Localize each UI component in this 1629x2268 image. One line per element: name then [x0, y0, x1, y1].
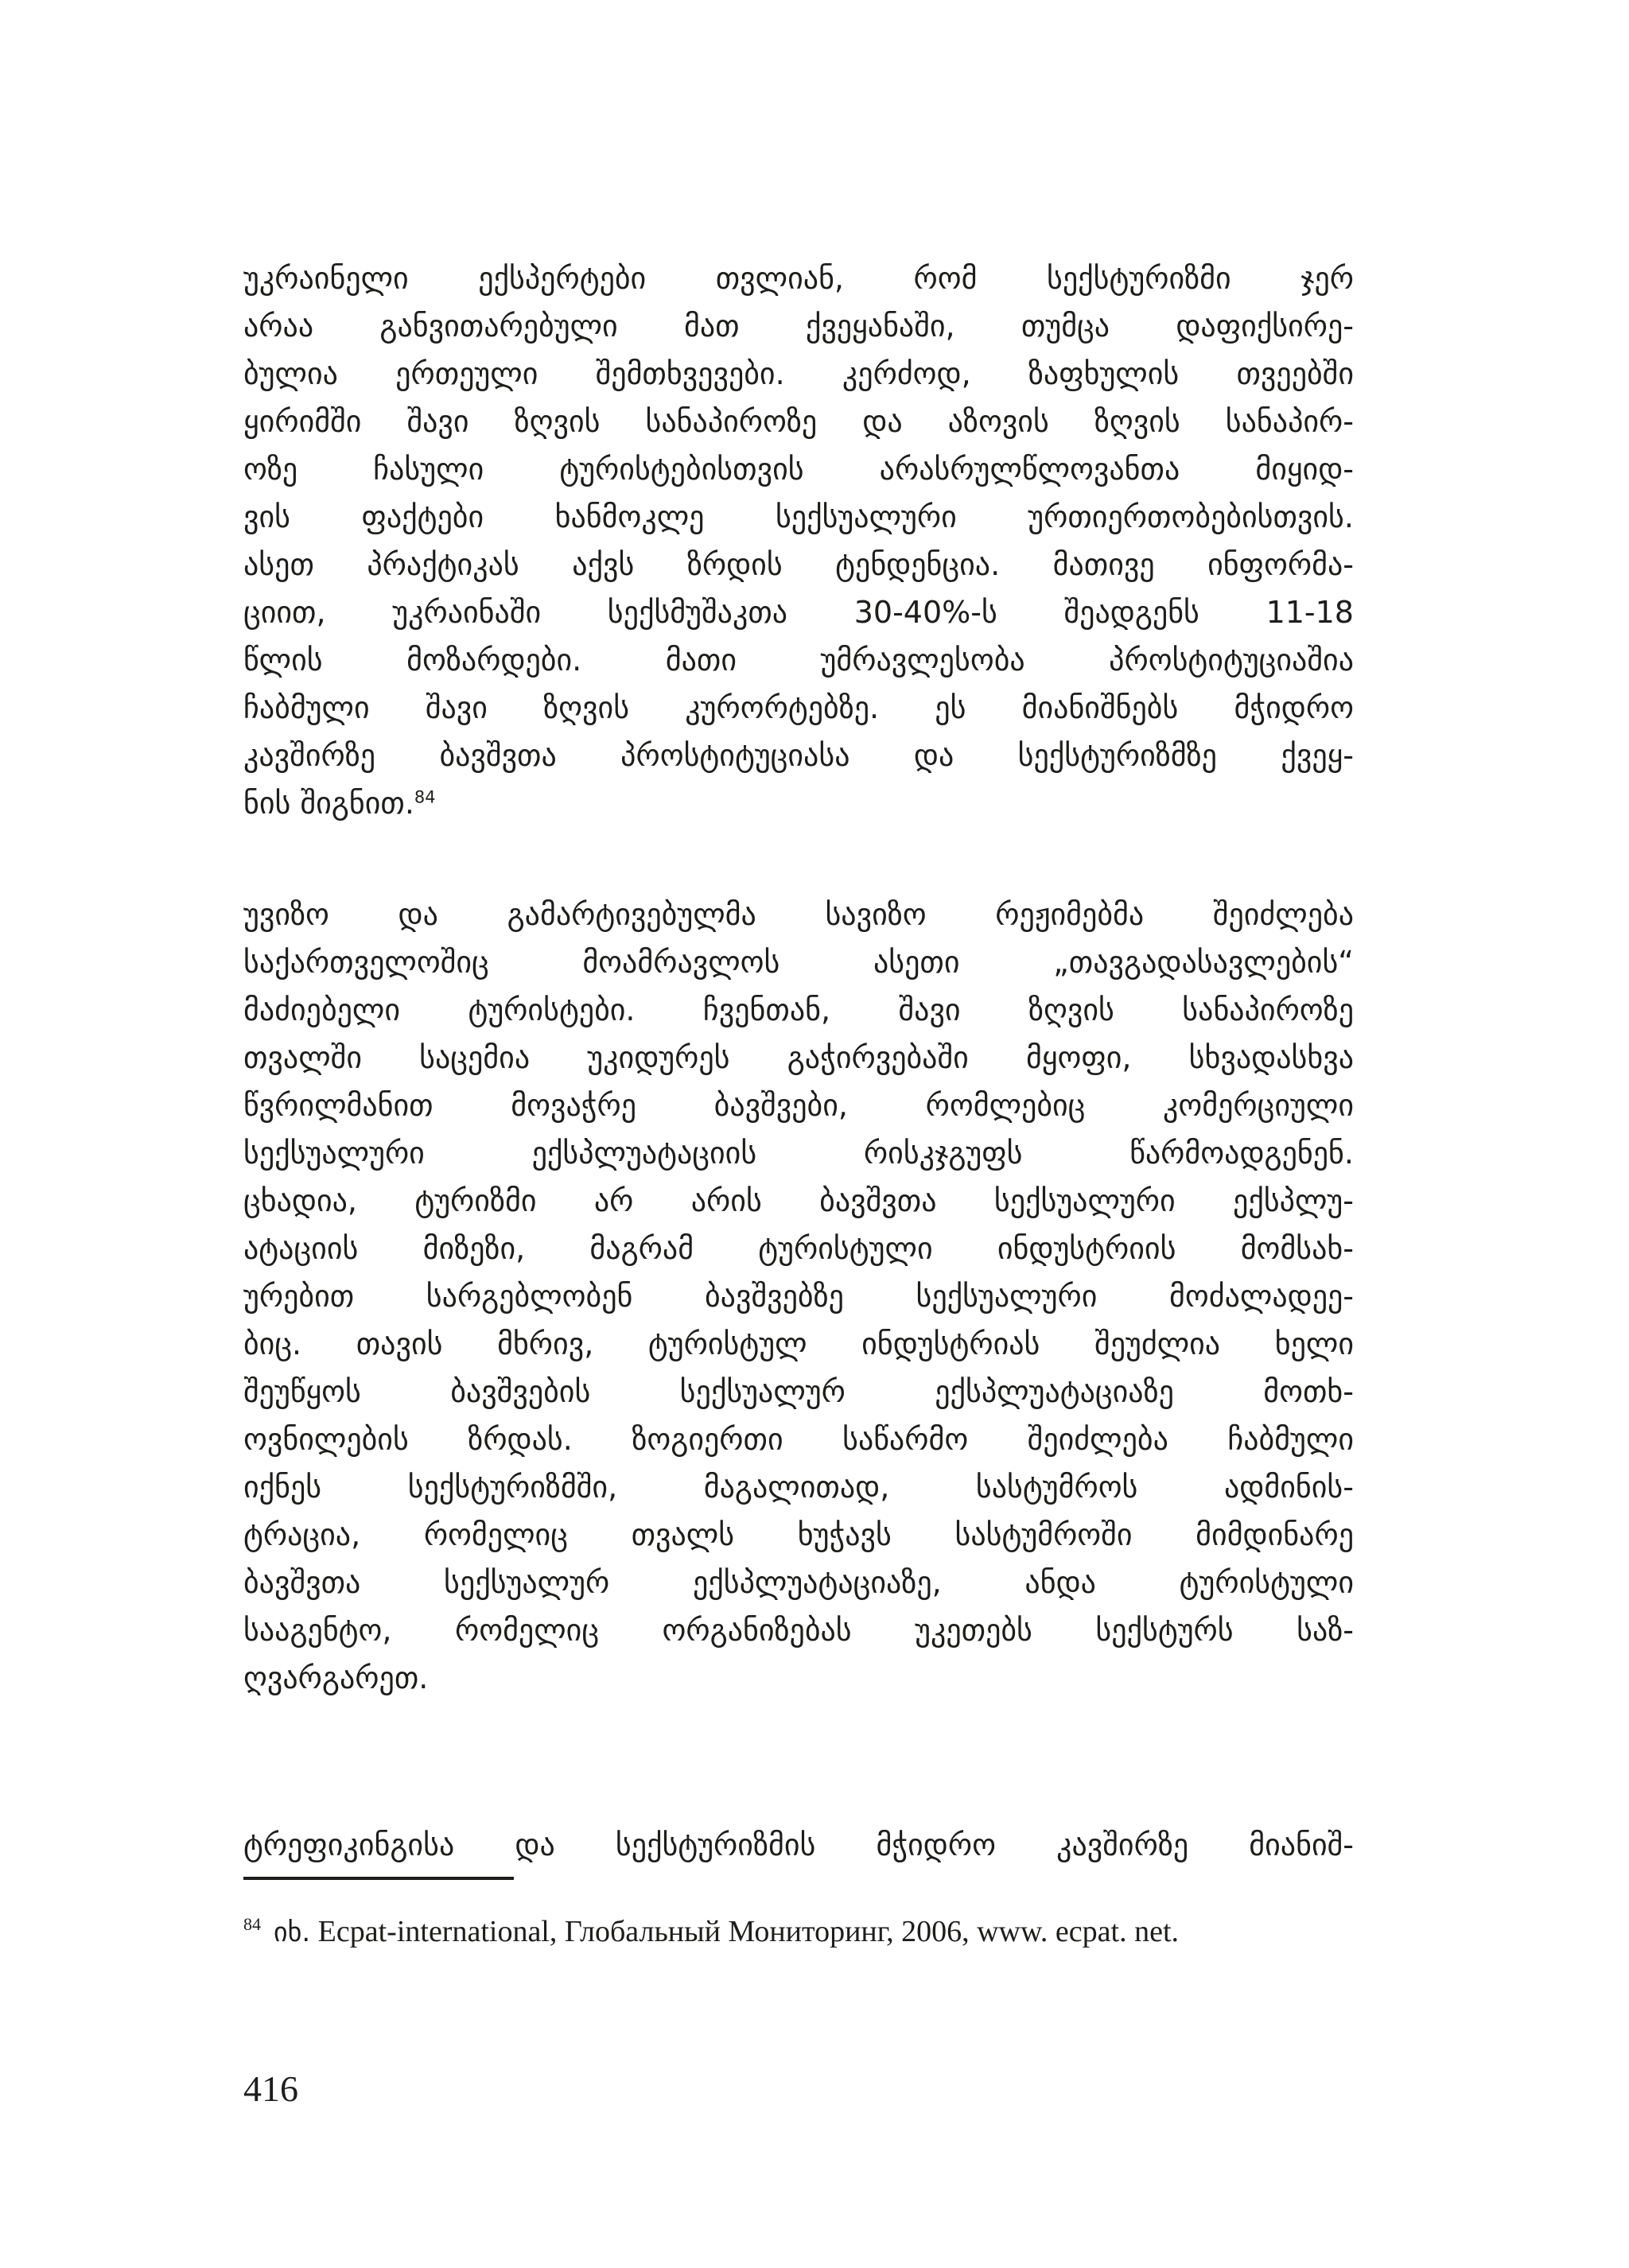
text-line: ბიც. თავის მხრივ, ტურისტულ ინდუსტრიას შეუძლია ხელი — [243, 1326, 1354, 1361]
text-line: საქართველოშიც მოამრავლოს ასეთი „თავგადასავლების“ — [243, 945, 1354, 980]
text-line: მაძიებელი ტურისტები. ჩვენთან, შავი ზღვის სანაპიროზე — [243, 992, 1354, 1027]
text-line: ურებით სარგებლობენ ბავშვებზე სექსუალური მოძალადეე- — [243, 1279, 1354, 1314]
footnote-mark: 84 — [243, 1914, 261, 1934]
text-line: ღვარგარეთ. — [243, 1660, 429, 1695]
text-line: წლის მოზარდები. მათი უმრავლესობა პროსტიტუციაშია — [243, 643, 1354, 678]
footnote-separator — [243, 1877, 514, 1880]
text-line: ჩაბმული შავი ზღვის კურორტებზე. ეს მიანიშნებს მჭიდრო — [243, 690, 1354, 725]
text-line: უკრაინელი ექსპერტები თვლიან, რომ სექსტურიზმი ჯერ — [243, 261, 1354, 296]
text-line: სექსუალური ექსპლუატაციის რისკჯგუფს წარმოადგენენ. — [243, 1136, 1354, 1171]
text-line: ვის ფაქტები ხანმოკლე სექსუალური ურთიერთობებისთვის. — [243, 499, 1354, 534]
footnote-ref: 84 — [414, 787, 436, 807]
text-line: იქნეს სექსტურიზმში, მაგალითად, სასტუმროს ადმინის- — [243, 1470, 1354, 1505]
text-line: სააგენტო, რომელიც ორგანიზებას უკეთებს სექსტურს საზ- — [243, 1613, 1354, 1648]
text-line: ტრეფიკინგისა და სექსტურიზმის მჭიდრო კავშირზე მიანიშ- — [243, 1827, 1354, 1862]
text-line: წვრილმანით მოვაჭრე ბავშვები, რომლებიც კომერციული — [243, 1088, 1354, 1123]
text-line: შეუწყოს ბავშვების სექსუალურ ექსპლუატაციაზე მოთხ- — [243, 1374, 1354, 1409]
footnote — [243, 1901, 1354, 1948]
text-line: ნის შიგნით.$^{84}$ — [243, 786, 436, 821]
text-line: ოზე ჩასული ტურისტებისთვის არასრულწლოვანთა მიყიდ- — [243, 452, 1354, 487]
text-line: ასეთ პრაქტიკას აქვს ზრდის ტენდენცია. მათივე ინფორმა- — [243, 547, 1354, 582]
text-line: არაა განვითარებული მათ ქვეყანაში, თუმცა დაფიქსირე- — [243, 309, 1354, 344]
text-line: ცხადია, ტურიზმი არ არის ბავშვთა სექსუალური ექსპლუ- — [243, 1183, 1354, 1218]
page-number: 416 — [243, 2068, 298, 2109]
text-line: ბულია ერთეული შემთხვევები. კერძოდ, ზაფხულის თვეებში — [243, 356, 1354, 391]
text-line: უვიზო და გამარტივებულმა სავიზო რეჟიმებმა შეიძლება — [243, 897, 1354, 932]
text-line: თვალში საცემია უკიდურეს გაჭირვებაში მყოფი, სხვადასხვა — [243, 1040, 1354, 1075]
text-line: ციით, უკრაინაში სექსმუშაკთა 30-40%-ს შეადგენს 11-18 — [243, 595, 1354, 630]
text-line: ყირიმში შავი ზღვის სანაპიროზე და აზოვის ზღვის სანაპირ- — [243, 404, 1354, 439]
text-line: ბავშვთა სექსუალურ ექსპლუატაციაზე, ანდა ტურისტული — [243, 1565, 1354, 1600]
footnote-text: Ecpat-international, Глобальный Мониторинг, 2006, www. ecpat. net. — [317, 1915, 1180, 1948]
text-line: კავშირზე ბავშვთა პროსტიტუციასა და სექსტურიზმზე ქვეყ- — [243, 738, 1354, 773]
text-line: ატაციის მიზეზი, მაგრამ ტურისტული ინდუსტრიის მომსახ- — [243, 1231, 1354, 1266]
footnote-prefix: იხ. — [274, 1917, 311, 1948]
text-line: ტრაცია, რომელიც თვალს ხუჭავს სასტუმროში მიმდინარე — [243, 1517, 1354, 1552]
text-line: ოვნილების ზრდას. ზოგიერთი საწარმო შეიძლება ჩაბმული — [243, 1422, 1354, 1457]
